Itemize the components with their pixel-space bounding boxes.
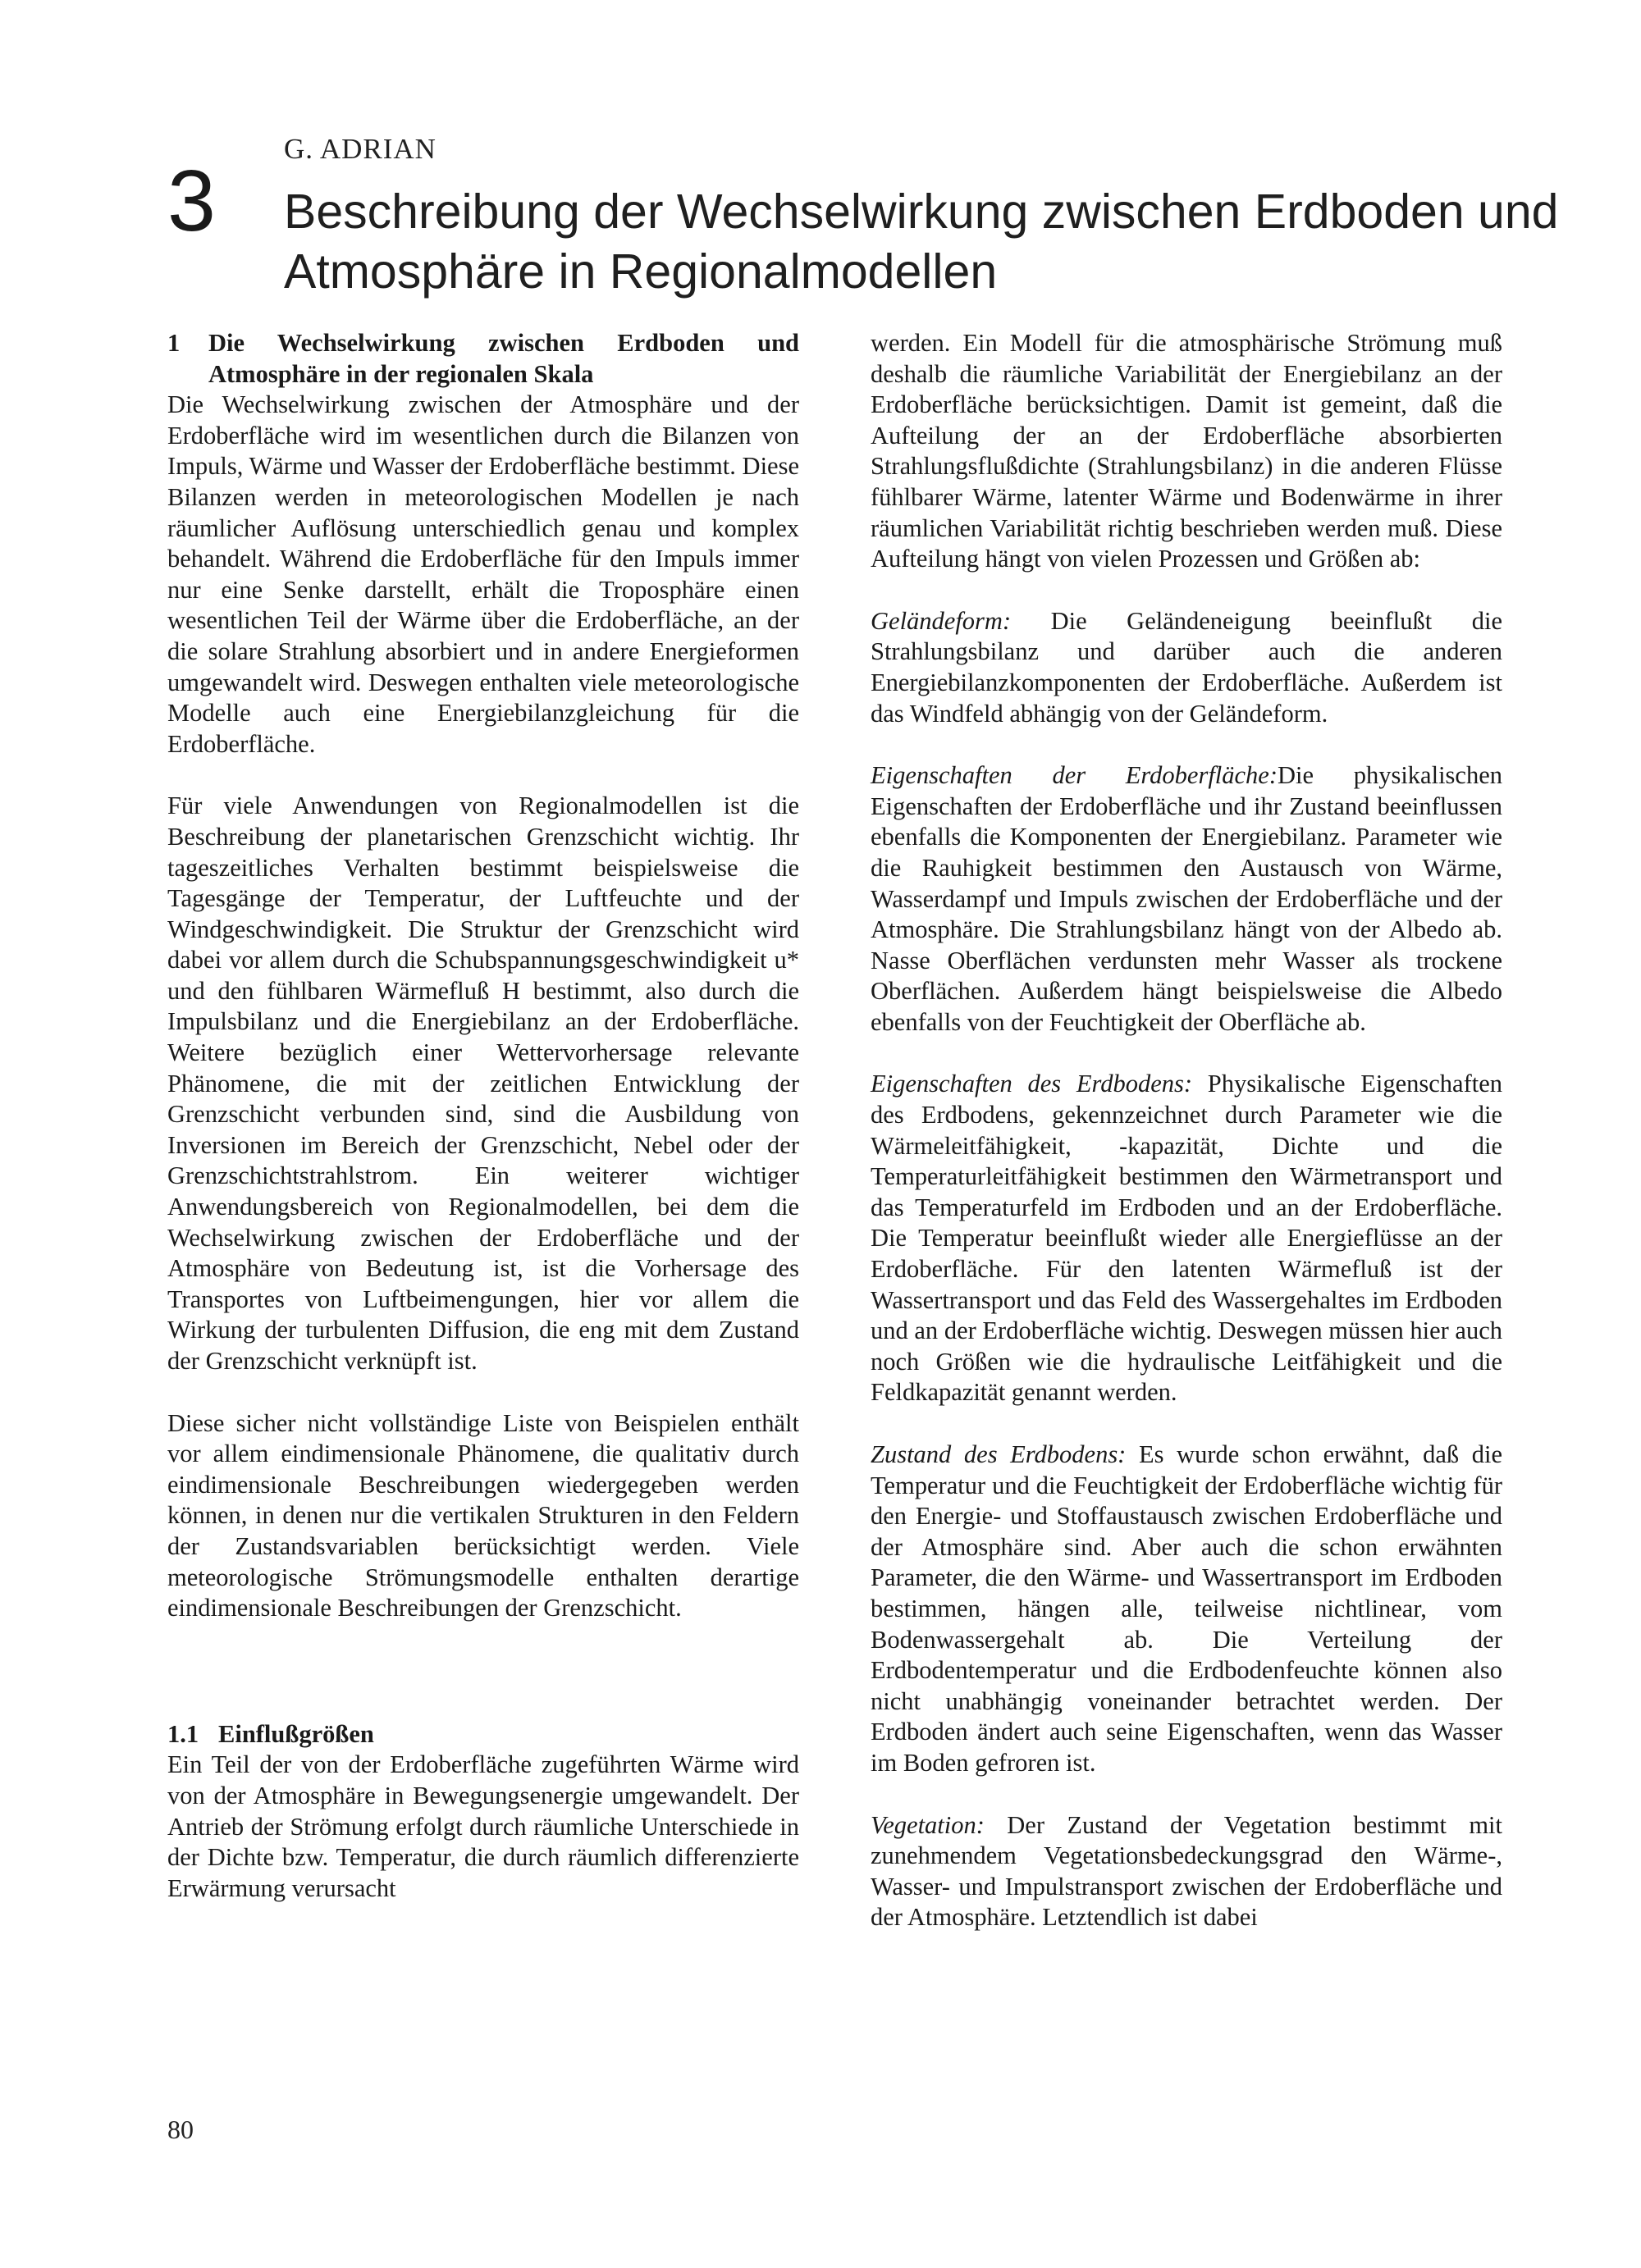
factor-soil-state-term: Zustand des Erdbodens: xyxy=(871,1440,1127,1468)
right-column xyxy=(871,328,1502,1933)
section-1-1-heading xyxy=(167,1719,799,1750)
section-1-paragraph-2: Für viele Anwendungen von Regionalmodellen ist die Beschreibung der planetarischen Grenzschicht wichtig. Ihr tageszeitliches Verhalten bestimmt beispielsweise die Tagesgänge der Temperatur, der Luftfeuchte und der Windgeschwindigkeit. Die Struktur der Grenzschicht wird dabei vor allem durch die Schubspannungsgeschwindigkeit u* und den fühlbaren Wärmefluß H bestimmt, also durch die Impulsbilanz und die Energiebilanz an der Erdoberfläche. Weitere bezüglich einer Wettervorhersage relevante Phänomene, die mit der zeitlichen Entwicklung der Grenzschicht verbunden sind, sind die Ausbildung von Inversionen im Bereich der Grenzschicht, Nebel oder der Grenzschichtstrahlstrom. Ein weiterer wichtiger Anwendungsbereich von Regionalmodellen, bei dem die Wechselwirkung zwischen der Erdoberfläche und der Atmosphäre von Bedeutung ist, ist die Vorhersage des Transportes von Luftbeimengungen, hier vor allem die Wirkung der turbulenten Diffusion, die eng mit dem Zustand der Grenzschicht verknüpft ist. xyxy=(167,792,799,1375)
section-1-1-title: Einflußgrößen xyxy=(218,1719,374,1748)
factor-soil-properties-term: Eigenschaften des Erdbodens: xyxy=(871,1070,1193,1098)
factor-soil-properties-text: Physikalische Eigenschaften des Erdbodens, gekennzeichnet durch Parameter wie die Wärmeleitfähigkeit, -kapazität, Dichte und die Temperaturleitfähigkeit bestimmen den Wärmetransport und das Temperaturfeld im Erdboden und an der Erdoberfläche. Die Temperatur beeinflußt wieder alle Energieflüsse an der Erdoberfläche. Für den latenten Wärmefluß ist der Wassertransport und das Feld des Wassergehaltes im Erdboden und an der Erdoberfläche wichtig. Deswegen müssen hier auch noch Größen wie die hydraulische Leitfähigkeit und die Feldkapazität genannt werden. xyxy=(871,1070,1502,1407)
factor-surface-properties-text: Die physikalischen Eigenschaften der Erdoberfläche und ihr Zustand beeinflussen ebenfalls die Komponenten der Energiebilanz. Parameter wie die Rauhigkeit bestimmen den Austausch von Wärme, Wasserdampf und Impuls zwischen der Erdoberfläche und der Atmosphäre. Die Strahlungsbilanz hängt von der Albedo ab. Nasse Oberflächen verdunsten mehr Wasser als trockene Oberflächen. Außerdem hängt beispielsweise die Albedo ebenfalls von der Feuchtigkeit der Oberfläche ab. xyxy=(871,761,1502,1036)
section-1-paragraph-3: Diese sicher nicht vollständige Liste von Beispielen enthält vor allem eindimensionale Phänomene, die qualitativ durch eindimensionale Beschreibungen wiedergegeben werden können, in denen nur die vertikalen Strukturen in den Feldern der Zustandsvariablen berücksichtigt werden. Viele meteorologische Strömungsmodelle enthalten derartige eindimensionale Beschreibungen der Grenzschicht. xyxy=(167,1408,799,1622)
chapter-number: 3 xyxy=(167,153,216,249)
section-1-number: 1 xyxy=(167,329,181,357)
factor-soil-state xyxy=(871,1440,1502,1779)
factor-vegetation xyxy=(871,1810,1502,1933)
section-1-title: Die Wechselwirkung zwischen Erdboden und Atmosphäre in der regionalen Skala xyxy=(208,329,799,388)
page-number: 80 xyxy=(167,2115,194,2144)
factor-terrain-text: Die Geländeneigung beeinflußt die Strahlungsbilanz und darüber auch die anderen Energiebilanzkomponenten der Erdoberfläche. Außerdem ist das Windfeld abhängig von der Geländeform. xyxy=(871,606,1502,728)
factor-vegetation-term: Vegetation: xyxy=(871,1810,985,1839)
factor-soil-state-text: Es wurde schon erwähnt, daß die Temperatur und die Feuchtigkeit der Erdoberfläche wichtig für den Energie- und Stoffaustausch zwischen Erdoberfläche und der Atmosphäre sind. Aber auch die schon erwähnten Parameter, die den Wärme- und Wassertransport im Erdboden bestimmen, hängen alle, teilweise nichtlinear, vom Bodenwassergehalt ab. Die Verteilung der Erdbodentemperatur und die Erdbodenfeuchte können also nicht unabhängig voneinander betrachtet werden. Der Erdboden ändert auch seine Eigenschaften, wenn das Wasser im Boden gefroren ist. xyxy=(871,1440,1502,1777)
section-1-1-paragraph: Ein Teil der von der Erdoberfläche zugeführten Wärme wird von der Atmosphäre in Bewegungsenergie umgewandelt. Der Antrieb der Strömung erfolgt durch räumliche Unterschiede in der Dichte bzw. Temperatur, die durch räumlich differenzierte Erwärmung verursacht xyxy=(167,1750,799,1902)
factor-soil-properties xyxy=(871,1069,1502,1408)
factor-surface-properties xyxy=(871,760,1502,1038)
section-1-heading xyxy=(167,328,799,390)
factor-terrain-term: Geländeform: xyxy=(871,606,1012,635)
factor-terrain xyxy=(871,606,1502,729)
continuation-paragraph: werden. Ein Modell für die atmosphärische Strömung muß deshalb die räumliche Variabilität der Energiebilanz an der Erdoberfläche berücksichtigen. Damit ist gemeint, daß die Aufteilung der an der Erdoberfläche absorbierten Strahlungsflußdichte (Strahlungsbilanz) in die anderen Flüsse fühlbarer Wärme, latenter Wärme und Bodenwärme in ihrer räumlichen Variabilität richtig beschrieben werden muß. Diese Aufteilung hängt von vielen Prozessen und Größen ab: xyxy=(871,329,1502,573)
left-column xyxy=(167,328,799,1904)
chapter-title: Beschreibung der Wechselwirkung zwischen Erdboden und Atmosphäre in Regionalmodellen xyxy=(284,185,1559,299)
section-1-paragraph-1: Die Wechselwirkung zwischen der Atmosphäre und der Erdoberfläche wird im wesentlichen durch die Bilanzen von Impuls, Wärme und Wasser der Erdoberfläche bestimmt. Diese Bilanzen werden in meteorologischen Modellen je nach räumlicher Auflösung unterschiedlich genau und komplex behandelt. Während die Erdoberfläche für den Impuls immer nur eine Senke darstellt, erhält die Troposphäre einen wesentlichen Teil der Wärme über die Erdoberfläche, an der die solare Strahlung absorbiert und in andere Energieformen umgewandelt wird. Deswegen enthalten viele meteorologische Modelle auch eine Energiebilanzgleichung für die Erdoberfläche. xyxy=(167,390,799,758)
factor-vegetation-text: Der Zustand der Vegetation bestimmt mit zunehmendem Vegetationsbedeckungsgrad den Wärme-, Wasser- und Impulstransport zwischen der Erdoberfläche und der Atmosphäre. Letztendlich ist dabei xyxy=(871,1810,1502,1932)
factor-surface-properties-term: Eigenschaften der Erdoberfläche: xyxy=(871,761,1278,790)
section-1-1-number: 1.1 xyxy=(167,1719,199,1748)
author-name: G. ADRIAN xyxy=(284,133,437,165)
